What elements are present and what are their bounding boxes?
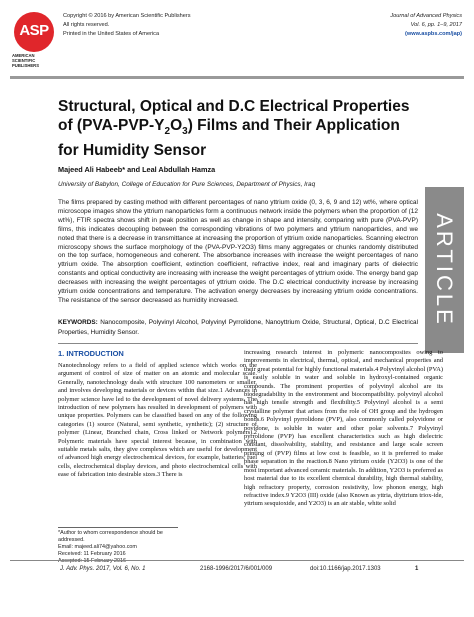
logo-abbr: ASP	[19, 22, 49, 39]
journal-volume: Vol. 6, pp. 1–9, 2017	[410, 22, 462, 28]
footer-doi[interactable]: doi:10.1166/jap.2017.1303	[310, 566, 381, 572]
journal-header	[0, 0, 474, 75]
footnote-received: Received: 11 February 2016	[58, 551, 126, 557]
article-side-label: ARTICLE	[432, 213, 457, 327]
footer-rule	[10, 560, 464, 561]
footnote-email: Email: majeed.ali74@yahoo.com	[58, 544, 137, 550]
journal-info	[390, 12, 462, 39]
authors: Majeed Ali Habeeb* and Leal Abdullah Hamza	[58, 165, 216, 174]
affiliation: University of Babylon, College of Education for Pure Sciences, Department of Physics, Iraq	[58, 181, 316, 188]
intro-paragraph-right: increasing research interest in polymeric nanocomposites owing to improvements in electrical, thermal, optical, and mechanical properties and their great potential for highly functional materials.4 Polyvinyl alcohol (PVA) is easily soluble in water and soluble in hydroxyl-contained organic compounds. The prominent properties of polyvinyl alcohol are its biodegradability in the environment and biocompatibility. polyvinyl alcohol has high tensile strength and flexibility.5 Polyvinyl alcohol is a semi crystalline polymer that arises from the role of OH group and the hydrogen bonds.6 Polyvinyl pyrrolidone (PVP), also commonly called polyvidone or povidone, is soluble in water and other polar solvents.7 Polyvinyl pyrrolidone (PVP) has excellent characteristics such as high dielectric constant, dissolvability, stability, and resistance and large scale screen printing of (PVP) films at low cost is feasible, so it is preferred to make phase separation in the reaction.8 Nano yttrium oxide (Y2O3) is one of the most important advanced ceramic materials. In addition, Y2O3 is preferred as host material due to its excellent chemical durability, high thermal stability, high refractory property, corrosion resistivity, low phonon energy, high refractive index.9 Y2O3 (III) oxide (also Known as yttria, diyttrium triox-ide, yttrium sesquioxide, and Y2O3) is an air stable, white solid	[244, 349, 444, 508]
journal-url[interactable]: (www.aspbs.com/jap)	[405, 31, 462, 37]
footnote-accepted: Accepted: 15 February 2016	[58, 558, 127, 564]
keywords-list: Nanocomposite, Polyvinyl Alcohol, Polyvinyl Pyrrolidone, Nanoyttrium Oxide, Structural, Optical, D.C Electrical Properties, Humidity Sensor.	[58, 319, 418, 336]
page-number: 1	[415, 566, 419, 572]
keywords-label: KEYWORDS:	[58, 319, 98, 326]
copyright-block	[63, 12, 191, 39]
footer-citation: J. Adv. Phys. 2017, Vol. 6, No. 1	[60, 566, 146, 572]
intro-paragraph-left: Nanotechnology refers to a field of applied science which works on the argument of control of size of matter on an atomic and molecular scale. Generally, nanotechnology deals with structure 100 nanometers or smaller, and involves developing materials or devices within that size.1 Advances in polymer science have led to the development of novel delivery systems. The introduction of new polymers has resulted in development of polymers with unique properties. Polymers can be classified based on any of the following categories (1) source (Natural, semi synthetic, synthetic); (2) structure of polymer (Linear, Branched chain, Cross linked or Network polymers).2 Polymeric materials have special interest because, in combination with suitable metals salts, they give complexes which are useful for development of advanced high energy electrochemical devices, for example, batteries, fuel cells, electrochemical display devices, and photo electrochemical cells with ease of fabrication into desirable sizes.3 There is	[58, 362, 257, 479]
section-heading-introduction: 1. INTRODUCTION	[58, 349, 124, 358]
keywords-rule	[58, 343, 418, 344]
copyright-line: Copyright © 2016 by American Scientific Publishers	[63, 13, 191, 19]
printed-line: Printed in the United States of America	[63, 31, 160, 37]
header-rule	[10, 76, 464, 79]
rights-line: All rights reserved.	[63, 22, 110, 28]
paper-title: Structural, Optical and D.C Electrical Properties of $(PVA-PVP-Y_2O_3)$ Films and Their Application for Humidity Sensor	[58, 98, 410, 160]
abstract: The films prepared by casting method with different percentages of nano yttrium oxide (0, 3, 6, 9 and 12) wt%, where optical microscope images show the yttrium nanoparticles form a continuous network inside the polymers when the proportion of (12 wt%), FTIR spectra shows shift in peak position as well as change in shape and intensity, comparing with pure (PVA-PVP) films, this indicates decoupling between the corresponding vibrations of two polymers and yttrium nanoparticles, and we noted that there is a decrease in transmittance at increasing the proportion of yttrium oxide nanoparticles. Scanning electron microscopy shows the surface morphology of the (PVA-PVP-Y2O3) films many aggregates or chunks randomly distributed on the top surface, homogeneous and coherent. The absorbance increases with increase the weight percentages of nano yttrium oxide. The absorption coefficient, extinction coefficient, refractive index, real and imaginary parts of dielectric constants and optical conductivity are increasing with increase the weight percentages of yttrium oxide. The energy band gap decreases with increasing the weight percentages of yttrium oxide. The D.C electrical conductivity increase by increasing yttrium oxide concentrations and temperature. The activation energy decreases by increasing yttrium oxide concentrations. The resistance of the sensor decreased as humidity increased.	[58, 199, 418, 304]
keywords	[58, 318, 418, 337]
logo-subtitle: AMERICAN SCIENTIFIC PUBLISHERS	[12, 53, 39, 68]
journal-name: Journal of Advanced Physics	[390, 13, 462, 19]
column-right	[244, 349, 443, 509]
publisher-logo	[12, 12, 56, 72]
footnote-correspondence: *Author to whom correspondence should be addressed.	[58, 530, 163, 543]
footer-issn: 2168-1996/2017/6/001/009	[200, 566, 273, 572]
column-left	[58, 349, 257, 480]
